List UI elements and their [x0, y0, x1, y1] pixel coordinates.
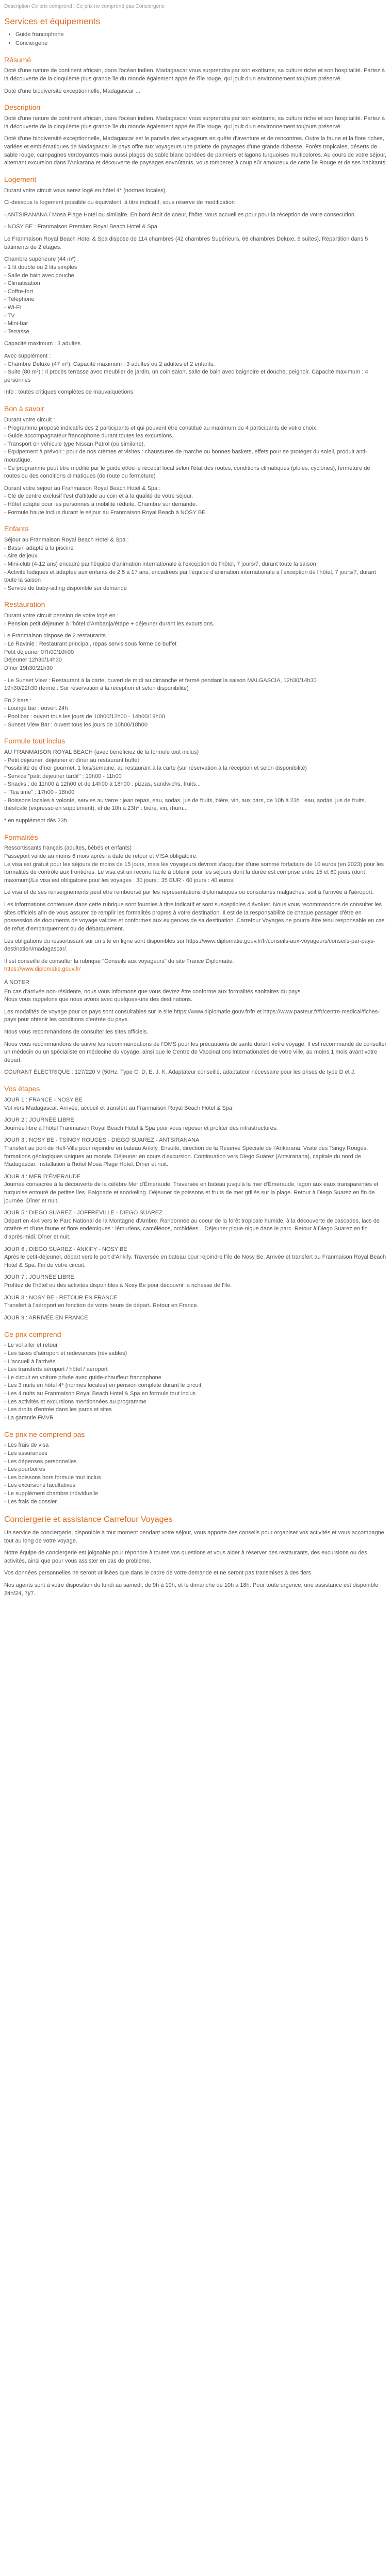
- formule-text: * en supplément dès 23h.: [4, 817, 69, 824]
- amenity: - Mini-bar: [4, 320, 28, 327]
- day-text: Profitez de l'hôtel ou des activités disponibles à Nosy Be pour découvrir la richesse de l'île.: [4, 1282, 232, 1289]
- formalites-text: Le visa est gratuit pour les séjours de moins de 15 jours, mais les voyageurs devront s'acquitter d'une somme forfaitaire de 10 euros (en 2023) pour les formalités de contrôle aux frontières. Le visa est un reconu facile à obtenir pour les séjours dont la durée est comprise entre 15 et 60 jours (dont maximum)/Le visa est obligatoire pour les voyages : 30 jours : 35 EUR - 60 jours : 40 euros.: [4, 861, 384, 884]
- enfants-item: - Aire de jeux: [4, 553, 38, 560]
- bon-a-savoir-text: - Hôtel adapté pour les personnes à mobilité réduite. Chambre sur demande.: [4, 501, 198, 508]
- ne-comprend-pas-item: - Les assurances: [4, 1450, 47, 1456]
- a-noter-text: Nous vous recommandons de consulter les sites officiels.: [4, 1028, 149, 1035]
- breadcrumb: Description Ce prix comprend : Ce prix ne comprend pas Conciergerie: [4, 4, 165, 9]
- formalites-text: Passeport valide au moins 6 mois après la date de retour et VISA obligatoire.: [4, 853, 198, 860]
- services-item: • Guide francophone: [15, 31, 387, 39]
- bon-a-savoir-text: - Transport en véhicule type Nissan Patrol (ou similaire).: [4, 440, 145, 447]
- bon-a-savoir-text: - Equipement à prévoir : pour de nos crèmes et visites : chaussures de marche ou bonnes baskets, effets pour se protéger du soleil, produit anti-moustique.: [4, 449, 367, 463]
- services-title: Services et équipements: [4, 16, 101, 27]
- comprend-item: - Le circuit en voiture privée avec guide-chauffeur francophone: [4, 1374, 161, 1381]
- restauration-text: - Pension petit déjeuner à l'hôtel d'Ambanja/étape + déjeuner durant les excursions.: [4, 620, 215, 627]
- logement-text: - NOSY BE : Franmaison Premium Royal Beach Hotel & Spa: [4, 224, 157, 230]
- a-noter-text: COURANT ÉLECTRIQUE : 127/220 V (50Hz. Type C, D, E, J, K. Adaptateur conseillé, adaptateur nécessaire pour les prises de type D et J.: [4, 1069, 356, 1076]
- bon-a-savoir-text: - Guide accompagnateur francophone durant toutes les excursions.: [4, 433, 174, 439]
- day-title: JOUR 9 : ARRIVÉE EN FRANCE: [4, 1314, 88, 1321]
- comprend-item: - L'accueil à l'arrivée: [4, 1358, 56, 1365]
- day-text: Transfert à l'aéroport en fonction de votre heure de départ. Retour en France.: [4, 1302, 199, 1309]
- programme-day: [4, 1246, 387, 1270]
- comprend-item: - Les taxes d'aéroport et redevances (révisables): [4, 1350, 127, 1357]
- ne-comprend-pas-item: - Les boissons hors formule tout inclus: [4, 1474, 101, 1481]
- logement-text: Chambre supérieure (44 m²) :: [4, 256, 79, 263]
- resume-text: Doté d'une nature de continent africain, dans l'océan indien, Madagascar vous surprendra par son exotisme, sa culture riche et son hospitalité. Partez à la découverte de la cinquième plus grande île du monde également appelée l'île rouge, qui jouit d'un environnement toujours préservé.: [4, 67, 385, 82]
- programme-day: [4, 1116, 387, 1132]
- amenity: - Coffre-fort: [4, 288, 34, 295]
- formalites-text: Il est conseillé de consulter la rubrique "Conseils aux voyageurs" du site France Diplomatie.: [4, 958, 234, 964]
- restauration-text: 19h30/22h30 (fermé : Sur réservation à la réception et selon disponibilité): [4, 685, 189, 692]
- ne-comprend-pas-title: Ce prix ne comprend pas: [4, 1430, 85, 1438]
- ne-comprend-pas-item: - Les dépenses personnelles: [4, 1458, 77, 1465]
- formalites-text: Les obligations du ressortissant sur un site en ligne sont disponibles sur https://www.diplomatie.gouv.fr/fr/conseils-aux-voyageurs/conseils-par-pays-destination/madagascar/.: [4, 938, 376, 953]
- day-title: JOUR 2 : JOURNÉE LIBRE: [4, 1117, 74, 1124]
- comprend-item: - Les activités et excursions mentionnées au programme: [4, 1398, 146, 1405]
- ne-comprend-pas-item: - Les excursions facultatives: [4, 1482, 76, 1489]
- amenity: - Climatisation: [4, 280, 40, 287]
- formalites-text: Le visa et de ses renseignements peut être remboursé par les représentations diplomatiques ou consulaires malgaches, soit à l'arrivée à l'aéroport.: [4, 889, 374, 896]
- day-title: JOUR 8 : NOSY BE - RETOUR EN FRANCE: [4, 1294, 118, 1301]
- restauration-text: Durant votre circuit pension de votre logé en :: [4, 613, 119, 619]
- formule-text: - Snacks : de 11h00 à 12h00 et de 14h00 à 18h00 : pizzas, sandwichs, fruits...: [4, 781, 201, 788]
- bon-a-savoir-text: - Programme proposé indicatifs des 2 participants et qui peuvent être constitué au maximum de 4 participants de votre choix.: [4, 425, 318, 431]
- comprend-list: [4, 1342, 387, 1422]
- a-noter-text: Les modalités de voyage pour ce pays sont consultables sur le site https://www.diplomatie.gouv.fr/fr/ et https://www.pasteur.fr/fr/centre-medical/fiches-pays pour obtenir les conditions d'entrée du pays.: [4, 1008, 380, 1023]
- a-noter-text: Nous vous rappelons que nous avons avec quelques-uns des destinations.: [4, 996, 193, 1003]
- ne-comprend-pas-item: - Les frais de dossier: [4, 1498, 57, 1505]
- restauration-text: Déjeuner 12h30/14h30: [4, 657, 62, 664]
- comprend-item: - Les transferts aéroport / hôtel / aéroport: [4, 1366, 108, 1373]
- enfants-item: - Bassin adapté à la piscine: [4, 545, 74, 551]
- logement-text: Capacité maximum : 3 adultes: [4, 341, 80, 347]
- restauration-text: - Sunset View Bar : ouvert tous les jours de 10h00/18h00: [4, 721, 148, 728]
- day-title: JOUR 6 : DIEGO SUAREZ - ANKIFY - NOSY BE: [4, 1246, 127, 1252]
- comprend-item: - Les 4 nuits au Franmaison Royal Beach Hotel & Spa en formule tout inclus: [4, 1391, 196, 1397]
- day-text: Après le petit-déjeuner, départ vers le port d'Ankify. Traversée en bateau pour rejoindre l'île de Nosy Be. Arrivée et transfert au Franmaison Royal Beach Hotel & Spa. Fin de votre circuit.: [4, 1254, 386, 1268]
- enfants-text: Séjour au Franmaison Royal Beach Hotel & Spa :: [4, 537, 129, 544]
- formule-text: - Boissons locales à volonté, servies au verre : jean repas, eau, sodas, jus de fruits, bière, vin, aux bars, de 10h à 23h : eau, sodas, jus de fruits, thés/café (expresso en supplément), et de 10h à 23h* : bière, vin, rhum...: [4, 797, 366, 812]
- ne-comprend-pas-item: - Les pourboires: [4, 1466, 45, 1473]
- programme-day: [4, 1314, 387, 1323]
- restauration-text: Dîner 19h30/21h30: [4, 665, 53, 671]
- formule-text: AU FRANMAISON ROYAL BEACH (avec bénéficiez de la formule tout inclus): [4, 749, 199, 756]
- formule-text: - "Tea time" : 17h00 - 18h00: [4, 789, 75, 796]
- restauration-text: - Le Sunset View : Restaurant à la carte, ouvert de midi au dimanche et fermé pendant la saison MALGASCIA, 12h30/14h30: [4, 677, 317, 684]
- comprend-item: - La garantie FMVR: [4, 1414, 54, 1421]
- amenity: - Wi-Fi: [4, 304, 21, 311]
- restauration-title: Restauration: [4, 600, 45, 609]
- comprend-title: Ce prix comprend: [4, 1330, 61, 1338]
- enfants-item: - Mini-club (4-12 ans) encadré par l'équipe d'animation internationale à l'exception de l'hôtel, 7 jours/7, durant toute la saison: [4, 561, 316, 567]
- bon-a-savoir-text: - Clé de centre exclusif l'est d'altitude au coin et à la qualité de votre séjour.: [4, 493, 193, 500]
- resume-text: Doté d'une biodiversité exceptionnelle, Madagascar ...: [4, 88, 140, 94]
- programme-title: Vos étapes: [4, 1084, 40, 1093]
- formule-text: - Petit déjeuner, déjeuner et dîner au restaurant buffet: [4, 757, 139, 764]
- programme-day: [4, 1209, 387, 1241]
- day-text: Vol vers Madagascar. Arrivée, accueil et transfert au Franmaison Royal Beach Hotel & Spa.: [4, 1105, 234, 1111]
- conciergerie-text: Un service de conciergerie, disponible à tout moment pendant votre séjour, vous apporte des conseils pour organiser vos activités et vous accompagne tout au long de votre voyage.: [4, 1529, 384, 1544]
- a-noter-heading: À NOTER: [4, 979, 29, 986]
- formule-text: - Service "petit déjeuner tardif" : 10h00 - 11h00: [4, 773, 122, 779]
- restauration-text: - Pool bar : ouvert tous les jours de 10h00/12h00 - 14h00/19h00: [4, 713, 165, 720]
- restauration-text: - Le Ravinie : Restaurant principal, repas servis sous forme de buffet: [4, 641, 177, 648]
- formule-title: Formule tout inclus: [4, 737, 66, 745]
- room-amenities: [4, 264, 387, 336]
- ne-comprend-pas-item: - Les frais de visa: [4, 1442, 49, 1449]
- day-title: JOUR 4 : MER D'ÉMERAUDE: [4, 1173, 81, 1180]
- programme-day: [4, 1137, 387, 1168]
- logement-text: - ANTSIRANANA / Mosa Plage Hotel ou similaire. En bord étoit de coeur, l'hôtel vous accueilles pour pour la réception de votre consecution.: [4, 211, 356, 218]
- day-title: JOUR 3 : NOSY BE - TSINGY ROUGES - DIEGO SUAREZ - ANTSIRANANA: [4, 1137, 200, 1144]
- day-text: Départ en 4x4 vers le Parc National de la Montagne d'Ambre. Randonnée au coeur de la forêt tropicale humide, à la découverte de cascades, lacs de cratère et d'une faune et flore endémiques : lémuriens, caméléons, orchidées... Déjeuner pique-nique dans le parc. Retour à Diego Suarez en fin d'après-midi. Dîner et nuit.: [4, 1217, 380, 1241]
- logement-text: Ci-dessous le logement possible ou équivalent, à titre indicatif, sous réserve de modification :: [4, 199, 238, 206]
- logement-text: Le Franmaison Royal Beach Hotel & Spa dispose de 114 chambres (42 chambres Supérieurs, 66 chambres Deluxe, 6 suites). Répartition dans 5 bâtiments de 2 étages.: [4, 236, 368, 250]
- restauration-text: Le Franmaison dispose de 2 restaurants :: [4, 633, 109, 639]
- programme-day: [4, 1294, 387, 1310]
- restauration-text: - Lounge bar : ouvert 24h: [4, 705, 68, 712]
- comprend-item: - Le vol aller et retour: [4, 1342, 58, 1349]
- services-item: • Conciergerie: [15, 40, 387, 48]
- bon-a-savoir-text: - Formule haute inclus durant le séjour au Franmaison Royal Beach à NOSY BE.: [4, 509, 207, 516]
- enfants-item: - Service de baby-sitting disponible sur demande: [4, 585, 127, 591]
- day-title: JOUR 5 : DIEGO SUAREZ - JOFFREVILLE - DIEGO SUAREZ: [4, 1210, 162, 1216]
- amenity: - Salle de bain avec douche: [4, 272, 74, 279]
- amenity: - 1 lit double ou 2 lits simples: [4, 264, 77, 270]
- day-title: JOUR 7 : JOURNÉE LIBRE: [4, 1274, 74, 1281]
- day-text: Journée consacrée à la découverte de la célèbre Mer d'Émeraude. Traversée en bateau jusqu'à la mer d'Émeraude, lagon aux eaux transparentes et turquoise entouré de petites îles. Baignade et snorkeling. Déjeuner de poissons et fruits de mer grillés sur la plage. Retour à Diego Suarez en fin de journée. Dîner et nuit.: [4, 1181, 379, 1204]
- amenity: - TV: [4, 312, 15, 319]
- description-text: Doté d'une nature de continent africain, dans l'océan indien, Madagascar vous surprendra par son exotisme, sa culture riche et son hospitalité. Partez à la découverte de la cinquième plus grande île du monde également appelée l'île rouge, qui jouit d'un environnement toujours préservé.: [4, 115, 385, 130]
- logement-text: Avec supplément :: [4, 353, 51, 359]
- formalites-link[interactable]: https://www.diplomatie.gouv.fr/: [4, 966, 81, 973]
- programme-day: [4, 1173, 387, 1205]
- description-title: Description: [4, 103, 41, 112]
- formule-text: Possibilité de dîner gourmet, 1 fois/semaine, au restaurant à la carte (sur réservation à la réception et selon disponibilité): [4, 765, 307, 772]
- programme-day: [4, 1274, 387, 1290]
- programme-day: [4, 1096, 387, 1112]
- description-text: Doté d'une biodiversité exceptionnelle, Madagascar est le paradis des voyageurs en quête d'aventure et de rencontres. Outre la faune et la flore riches, variées et emblématiques de Madagascar, le pays offre aux voyageurs une palette de paysages d'une grande richesse. Forêts tropicales, déserts de sable rouge, campagnes verdoyantes mais aussi plages de sable blanc bordées de palmiers et lagons turquoises multicolores. Au cours de votre séjour, alternant excursion dans l'Ankarana et découverte de paysages envoûtants, vous tomberez à coup sûr amoureux de cette île Rouge et de ses habitants.: [4, 135, 387, 166]
- ne-comprend-pas-list: [4, 1442, 387, 1506]
- bon-a-savoir-text: Durant votre séjour au Franmaison Royal Beach Hotel & Spa :: [4, 485, 161, 492]
- logement-text: - Chambre Deluxe (47 m²). Capacité maximum : 3 adultes ou 2 adultes et 2 enfants.: [4, 361, 215, 367]
- conciergerie-text: Notre équipe de conciergerie est joignable pour répondre à toutes vos questions et vous aider à réserver des restaurants, des excursions ou des activités, ainsi que pour vous assister en cas de problème.: [4, 1550, 367, 1564]
- day-title: JOUR 1 : FRANCE - NOSY BE: [4, 1096, 83, 1103]
- restauration-text: Petit déjeuner 07h00/10h00: [4, 649, 74, 655]
- resume-title: Résumé: [4, 55, 31, 64]
- bon-a-savoir-title: Bon à savoir: [4, 404, 44, 413]
- enfants-list: [4, 545, 387, 593]
- enfants-item: - Activité ludiques et adaptée aux enfants de 2,5 à 17 ans, encadrées par l'équipe d'animation internationale à l'exception de l'hôtel, 7 jours/7, durant toute la saison: [4, 569, 376, 584]
- logement-text: Info : toutes critiques complètes de mauvaiquetions: [4, 389, 134, 396]
- comprend-item: - Les droits d'entrée dans les parcs et sites: [4, 1406, 112, 1413]
- bon-a-savoir-text: - Ce programme peut être modifié par le guide et/ou le réceptif local selon l'état des routes, conditions climatiques (pluies, cyclones), fermeture de routes ou des conditions climatiques (de route ou fermeture): [4, 465, 370, 480]
- day-text: Transfert au port de Hell-Ville pour rejoindre en bateau Ankify. Ensuite, direction de la Réserve Spéciale de l'Ankarana. Visite des Tsingy Rouges, formations géologiques uniques au monde. Déjeuner en cours d'excursion. Continuation vers Diego Suarez (Antsiranana), capitale du nord de Madagascar. Installation à l'hôtel Mosa Plage Hotel. Dîner et nuit.: [4, 1145, 368, 1168]
- conciergerie-text: Vos données personnelles ne seront utilisées que dans le cadre de votre demande et ne seront pas transmises à des tiers.: [4, 1570, 313, 1577]
- services-list: [4, 31, 387, 47]
- logement-title: Logement: [4, 175, 37, 183]
- conciergerie-text: Nos agents sont à votre disposition du lundi au samedi, de 9h à 19h, et le dimanche de 10h à 18h. Pour toute urgence, une assistance est disponible 24h/24, 7j/7.: [4, 1582, 379, 1597]
- amenity: - Terrasse: [4, 328, 29, 335]
- logement-text: - Suite (80 m²) : Il procès terrasse avec meublier de jardin, un coin salon, salle de bain avec baignoire et douche, peignoir. Capacité maximum : 4 personnes: [4, 369, 368, 383]
- bon-a-savoir-text: Durant votre circuit :: [4, 416, 55, 423]
- conciergerie-title: Conciergerie et assistance Carrefour Voyages: [4, 1515, 173, 1524]
- ne-comprend-pas-item: - Le supplément chambre individuelle: [4, 1490, 99, 1497]
- formalites-text: Ressortissants français (adultes, bébés et enfants) :: [4, 845, 135, 852]
- logement-text: Durant votre circuit vous serez logé en hôtel 4* (normes locales).: [4, 187, 167, 194]
- formalites-title: Formalités: [4, 833, 38, 841]
- a-noter-text: En cas d'arrivée non-résidente, nous vous informons que vous devrez être conforme aux formalités sanitaires du pays.: [4, 988, 302, 995]
- a-noter-text: Nous vous recommandons de suivre les recommandations de l'OMS pour les précautions de santé durant votre voyage. Il est recommandé de consulter un médecin ou un spécialiste en médecine du voyage, ainsi que le Centre de Vaccinations Internationales de votre ville, au moins 1 mois avant votre départ.: [4, 1041, 387, 1063]
- enfants-title: Enfants: [4, 524, 29, 533]
- comprend-item: - Les 3 nuits en hôtel 4* (normes locales) en pension complète durant le circuit: [4, 1382, 202, 1389]
- formalites-text: Les informations contenues dans cette rubrique sont fournies à titre indicatif et sont susceptibles d'évoluer. Nous vous recommandons de consulter les sites officiels afin de vous assurer de remplir les formalités propres à votre destination. Il est de la responsabilité de chaque passager d'être en possession de documents de voyage valides et conformes aux exigences de sa destination. Carrefour Voyages ne pourra être tenu responsable en cas de refus d'embarquement ou de débarquement.: [4, 902, 385, 932]
- amenity: - Téléphone: [4, 296, 35, 303]
- day-text: Journée libre à l'hôtel Franmaison Royal Beach Hotel & Spa pour vous reposer et profiter des infrastructures.: [4, 1125, 278, 1131]
- restauration-text: En 2 bars :: [4, 697, 32, 704]
